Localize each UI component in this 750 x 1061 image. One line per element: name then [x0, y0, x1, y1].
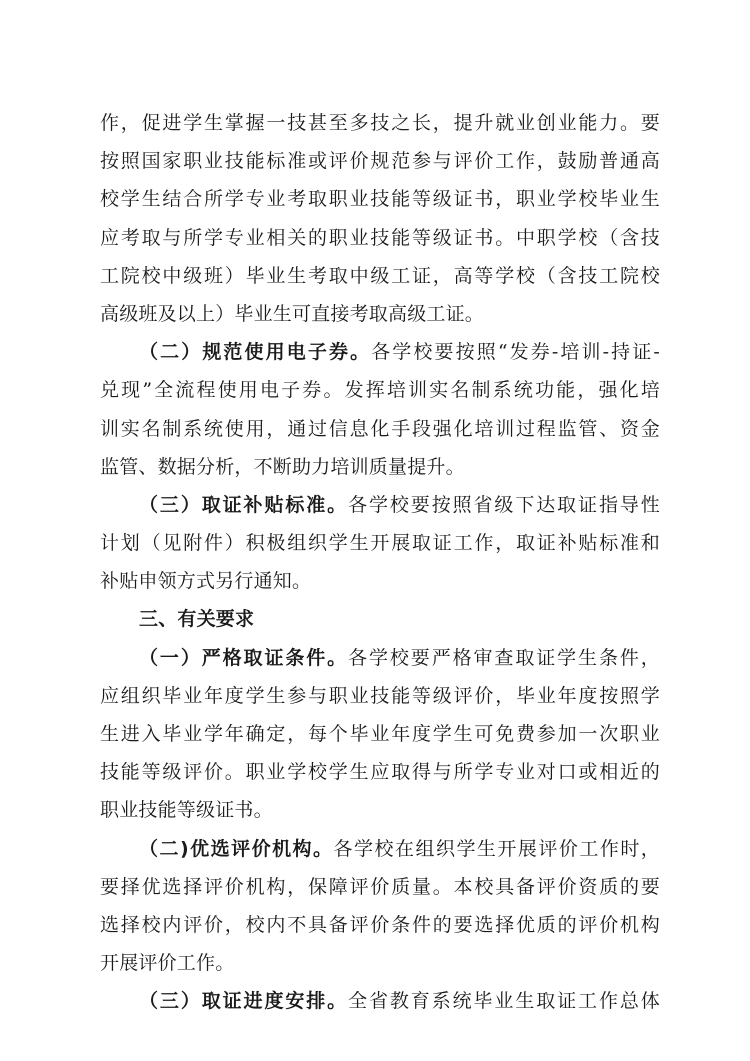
text-line: 训实名制系统使用，通过信息化手段强化培训过程监管、资金	[100, 417, 660, 440]
paragraph-subsidy-standard	[100, 486, 660, 601]
paragraph-schedule	[100, 982, 660, 1020]
document-page	[100, 104, 660, 1021]
text-line: 兑现”全流程使用电子券。发挥培训实名制系统功能，强化培	[100, 379, 660, 402]
text-line: 选择校内评价，校内不具备评价条件的要选择优质的评价机构	[100, 913, 660, 936]
paragraph-strict-conditions	[100, 639, 660, 830]
text-line	[100, 333, 660, 371]
text-line: 补贴申领方式另行通知。	[100, 570, 312, 593]
text-line: 应组织毕业年度学生参与职业技能等级评价，毕业年度按照学	[100, 684, 660, 707]
paragraph-title: （二）规范使用电子券。	[139, 341, 372, 364]
text-line	[100, 639, 660, 677]
text-line: 生进入毕业学年确定，每个毕业年度学生可免费参加一次职业	[100, 723, 660, 745]
text-line: 高级班及以上）毕业生可直接考取高级工证。	[100, 302, 485, 325]
text-line: 计划（见附件）积极组织学生开展取证工作，取证补贴标准和	[100, 532, 660, 555]
paragraph-select-institutions	[100, 830, 660, 983]
paragraph-text: 各学校在组织学生开展评价工作时，	[333, 837, 660, 860]
text-line: 要择优选择评价机构，保障评价质量。本校具备评价资质的要	[100, 875, 660, 898]
text-line: 职业技能等级证书。	[100, 799, 273, 822]
text-line	[100, 486, 660, 524]
paragraph-title: （三）取证进度安排。	[139, 990, 349, 1013]
text-line: 应考取与所学专业相关的职业技能等级证书。中职学校（含技	[100, 226, 660, 249]
paragraph-text: 各学校要严格审查取证学生条件，	[348, 646, 660, 669]
text-line: 技能等级评价。职业学校学生应取得与所学专业对口或相近的	[100, 761, 660, 784]
text-line: 工院校中级班）毕业生考取中级工证，高等学校（含技工院校	[100, 264, 660, 287]
paragraph-skills-cert	[100, 104, 660, 333]
text-line	[100, 982, 660, 1020]
text-line: 监管、数据分析，不断助力培训质量提升。	[100, 455, 465, 478]
paragraph-title: （二)优选评价机构。	[139, 837, 334, 860]
paragraph-title: （一）严格取证条件。	[139, 646, 349, 669]
paragraph-text: 各学校要按照“发券-培训-持证-	[371, 341, 660, 364]
paragraph-text: 全省教育系统毕业生取证工作总体	[348, 990, 660, 1013]
paragraph-title: （三）取证补贴标准。	[139, 493, 349, 516]
section-heading: 三、有关要求	[139, 608, 255, 631]
text-line: 开展评价工作。	[100, 952, 235, 975]
paragraph-e-voucher	[100, 333, 660, 486]
text-line	[100, 830, 660, 868]
text-line: 作，促进学生掌握一技甚至多技之长，提升就业创业能力。要	[100, 112, 660, 134]
text-line: 校学生结合所学专业考取职业技能等级证书，职业学校毕业生	[100, 188, 660, 211]
paragraph-text: 各学校要按照省级下达取证指导性	[348, 493, 660, 516]
text-line: 按照国家职业技能标准或评价规范参与评价工作，鼓励普通高	[100, 150, 660, 173]
